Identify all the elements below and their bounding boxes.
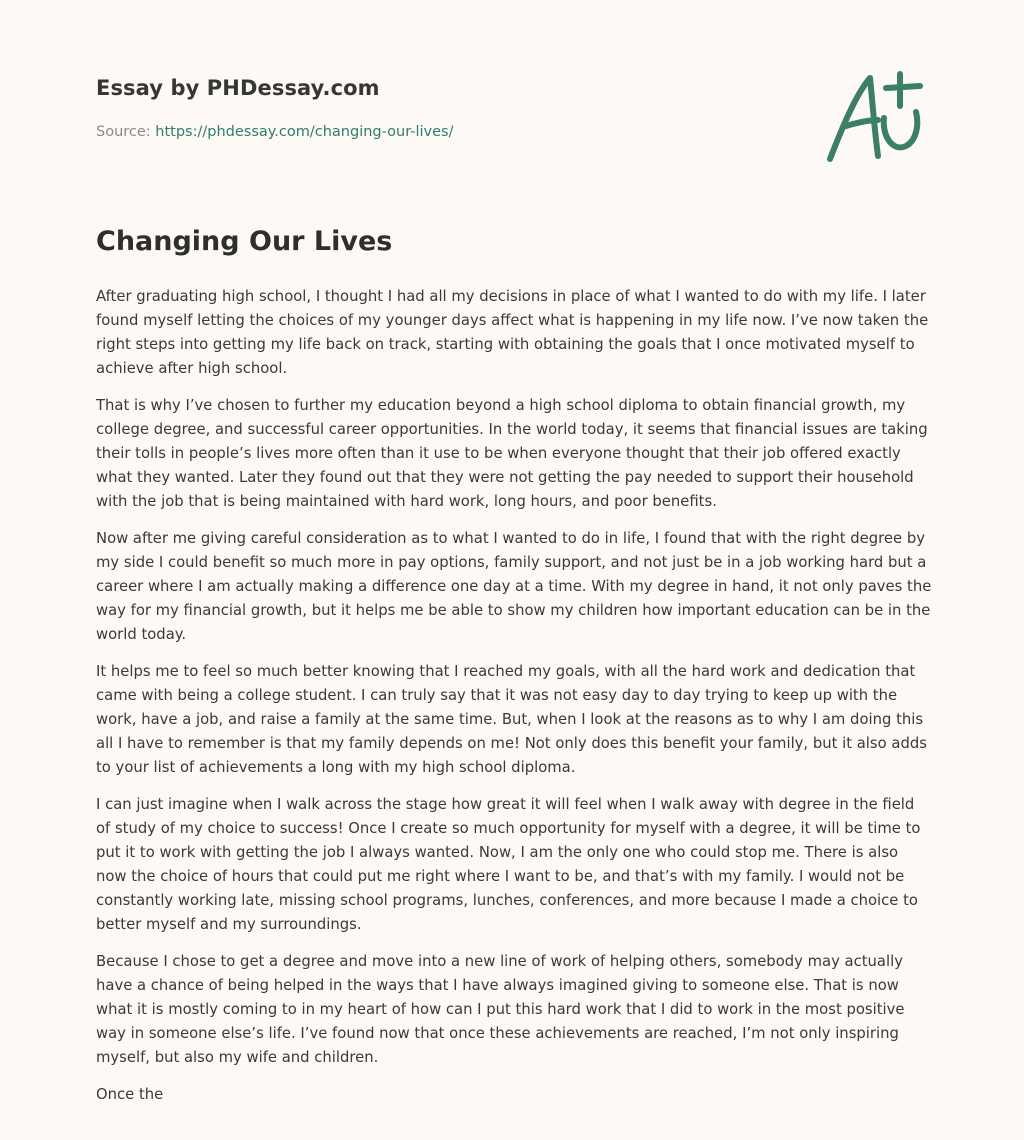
essay-paragraph: It helps me to feel so much better knowing that I reached my goals, with all the hard work and dedication that came with being a college student. I can truly say that it was not easy day to day trying to keep up with the work, have a job, and raise a family at the same time. But, when I look at the reasons as to why I am doing this all I have to remember is that my family depends on me! Not only does this benefit your family, but it also adds to your list of achievements a long with my high school diploma. xyxy=(96,663,927,776)
essay-paragraph: I can just imagine when I walk across the stage how great it will feel when I walk away with degree in the field of study of my choice to success! Once I create so much opportunity for myself with a degree, it will be time to put it to work with getting the job I always wanted. Now, I am the only one who could stop me. There is also now the choice of hours that could put me right where I want to be, and that’s with my family. I would not be constantly working late, missing school programs, lunches, conferences, and more because I made a choice to better myself and my surroundings. xyxy=(96,796,921,933)
underline-swoosh xyxy=(884,112,917,147)
essay-title: Changing Our Lives xyxy=(96,226,393,257)
site-title: Essay by PHDessay.com xyxy=(96,76,380,100)
essay-paragraph: After graduating high school, I thought I had all my decisions in place of what I wanted to do with my life. I later found myself letting the choices of my younger days affect what is happening in my life now. I’ve now taken the right steps into getting my life back on track, starting with obtaining the goals that I once motivated myself to achieve after high school. xyxy=(96,288,929,377)
essay-paragraph: That is why I’ve chosen to further my education beyond a high school diploma to obtain financial growth, my college degree, and successful career opportunities. In the world today, it seems that financial issues are taking their tolls in people’s lives more often than it use to be when everyone thought that their job offered exactly what they wanted. Later they found out that they were not getting the pay needed to support their household with the job that is being maintained with hard work, long hours, and poor benefits. xyxy=(96,397,928,510)
essay-paragraph: Once the xyxy=(96,1086,164,1103)
source-label: Source: xyxy=(96,124,151,140)
essay-paragraph: Because I chose to get a degree and move into a new line of work of helping others, somebody may actually have a chance of being helped in the ways that I have always imagined giving to someone else. That is now what it is mostly coming to in my heart of how can I put this hard work that I did to work in the most positive way in someone else’s life. I’ve found now that once these achievements are reached, I’m not only inspiring myself, but also my wife and children. xyxy=(96,953,905,1066)
source-line xyxy=(96,124,453,140)
a-plus-grade-icon xyxy=(820,66,930,166)
essay-body xyxy=(96,285,932,1120)
essay-paragraph: Now after me giving careful consideration as to what I wanted to do in life, I found that with the right degree by my side I could benefit so much more in pay options, family support, and not just be in a job working hard but a career where I am actually making a difference one day at a time. With my degree in hand, it not only paves the way for my financial growth, but it helps me be able to show my children how important education can be in the world today. xyxy=(96,530,932,643)
source-link[interactable]: https://phdessay.com/changing-our-lives/ xyxy=(155,124,454,140)
plus-horizontal-stroke xyxy=(886,86,920,88)
